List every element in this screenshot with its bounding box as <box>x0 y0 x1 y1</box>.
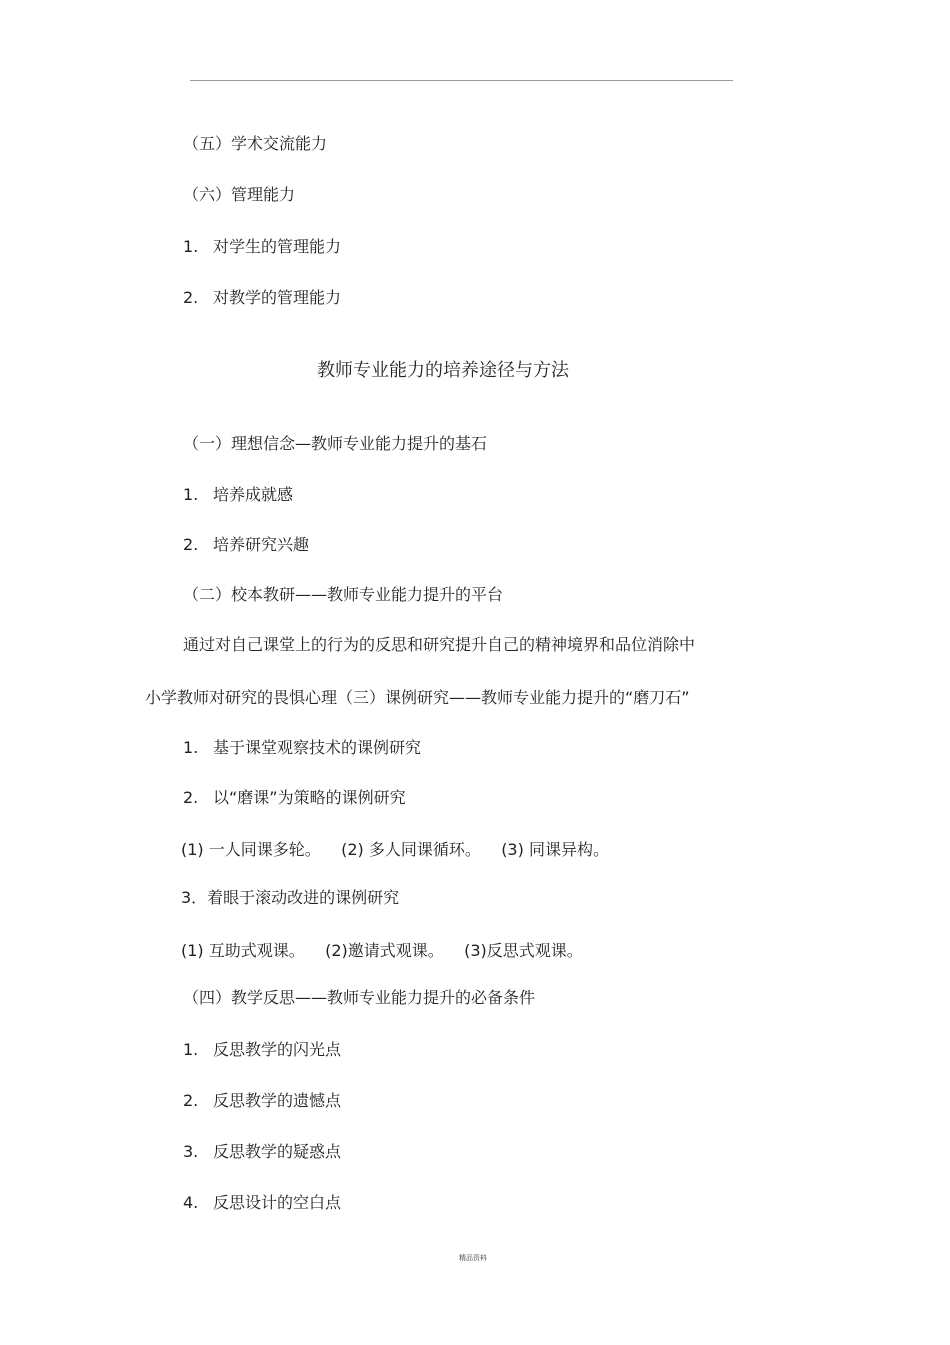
section-heading-1: （一）理想信念—教师专业能力提升的基石 <box>183 434 488 453</box>
list-number: 1. <box>183 485 199 504</box>
list-item: 3．着眼于滚动改进的课例研究 <box>181 888 400 907</box>
list-item <box>183 288 341 308</box>
list-item <box>183 485 293 505</box>
section-heading-2: （二）校本教研——教师专业能力提升的平台 <box>183 585 504 604</box>
list-number: 1. <box>183 1040 199 1059</box>
list-number: 1. <box>183 237 199 256</box>
list-number: 2. <box>183 535 199 554</box>
list-item <box>183 788 406 808</box>
header-rule <box>190 80 733 81</box>
sub-items-line: (1) 一人同课多轮。 (2) 多人同课循环。 (3) 同课异构。 <box>181 840 609 859</box>
list-item <box>183 1091 341 1111</box>
list-text: 反思设计的空白点 <box>213 1193 342 1212</box>
list-text: 以“磨课”为策略的课例研究 <box>213 788 406 807</box>
list-item <box>183 1142 341 1162</box>
list-item <box>183 738 421 758</box>
list-text: 反思教学的遗憾点 <box>213 1091 342 1110</box>
list-text: 反思教学的闪光点 <box>213 1040 342 1059</box>
list-text: 基于课堂观察技术的课例研究 <box>213 738 422 757</box>
paragraph-line: 通过对自己课堂上的行为的反思和研究提升自己的精神境界和品位消除中 <box>183 635 696 654</box>
list-number: 2. <box>183 288 199 307</box>
page-footer: 精品资料 <box>459 1254 487 1262</box>
list-text: 培养成就感 <box>213 485 294 504</box>
list-number: 2. <box>183 788 199 807</box>
sub-items-line: (1) 互助式观课。 (2)邀请式观课。 (3)反思式观课。 <box>181 941 583 960</box>
list-item <box>183 1040 341 1060</box>
list-text: 反思教学的疑惑点 <box>213 1142 342 1161</box>
page-title: 教师专业能力的培养途径与方法 <box>317 360 569 381</box>
list-number: 4. <box>183 1193 199 1212</box>
list-text: 培养研究兴趣 <box>213 535 310 554</box>
list-text: 对学生的管理能力 <box>213 237 342 256</box>
paragraph-line: 小学教师对研究的畏惧心理（三）课例研究——教师专业能力提升的“磨刀石” <box>145 688 690 707</box>
list-number: 3. <box>183 1142 199 1161</box>
section-heading-4: （四）教学反思——教师专业能力提升的必备条件 <box>183 988 536 1007</box>
list-text: 对教学的管理能力 <box>213 288 342 307</box>
list-item <box>183 1193 341 1213</box>
section-heading-5: （五）学术交流能力 <box>183 134 328 153</box>
section-heading-6: （六）管理能力 <box>183 185 296 204</box>
list-item <box>183 237 341 257</box>
list-item <box>183 535 309 555</box>
list-number: 2. <box>183 1091 199 1110</box>
list-number: 1. <box>183 738 199 757</box>
